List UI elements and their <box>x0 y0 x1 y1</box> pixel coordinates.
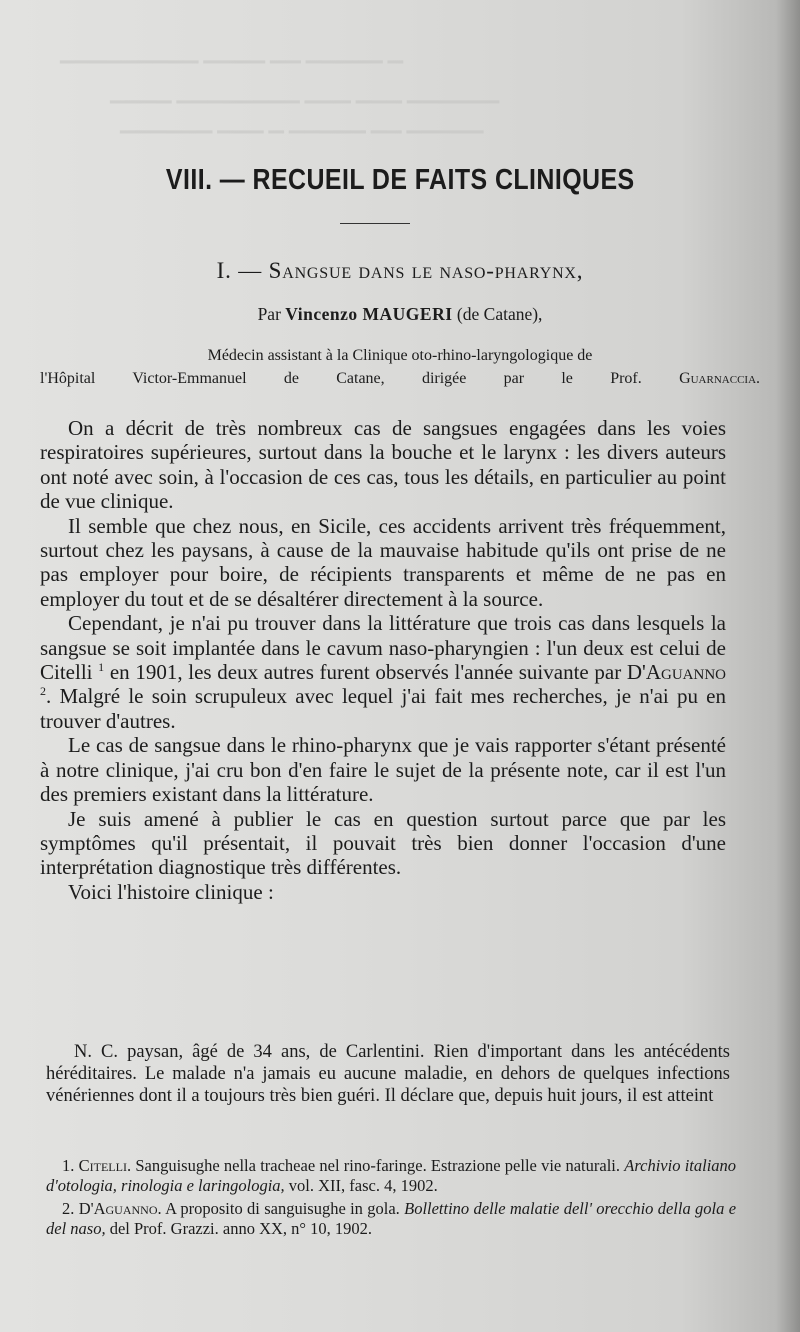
author-prefix: Par <box>257 304 281 324</box>
article-title <box>0 258 800 284</box>
author-line <box>0 304 800 325</box>
footnote-2-title: A proposito di sanguisughe in gola. <box>165 1199 400 1218</box>
bleed-through-texture: ▔ ▔▔▔▔▔ ▔▔ ▔▔▔▔ ▔▔▔▔▔▔▔▔▔ <box>60 62 403 84</box>
article-body <box>40 416 726 904</box>
footnote-1 <box>46 1156 736 1195</box>
affiliation-line-1: Médecin assistant à la Clinique oto-rhino-laryngologique de <box>207 347 593 364</box>
cited-author-daguanno: D'Aguanno <box>626 660 727 685</box>
paragraph-3-part-b: en 1901, les deux autres furent observés l'année suivante par <box>109 660 622 685</box>
section-title: VIII. — RECUEIL DE FAITS CLINIQUES <box>165 164 635 196</box>
article-title-rest: dans le naso-pharynx, <box>358 258 584 283</box>
author-name: Vincenzo MAUGERI <box>285 304 453 324</box>
footnote-2-reference: del Prof. Grazzi. anno XX, n° 10, 1902. <box>109 1218 373 1238</box>
title-divider <box>340 223 410 224</box>
article-dash: — <box>238 258 263 283</box>
author-affiliation <box>40 344 760 390</box>
footnote-1-journal: Archivio italiano d'otologia, rinologia e laringologia, <box>46 1156 737 1195</box>
paragraph-2: Il semble que chez nous, en Sicile, ces accidents arrivent très fréquemment, surtout chez les paysans, à cause de la mauvaise habitude qu'ils ont prise de ne pas employer pour boire, de récipients transparents et même de ne pas en employer du tout et de se désaltérer directement à la source. <box>40 513 726 611</box>
article-number: I. <box>216 258 232 283</box>
bleed-through-texture: ▔▔▔▔▔ ▔▔ ▔▔▔▔▔ ▔ ▔▔▔ ▔▔▔▔▔▔ <box>120 132 484 154</box>
affiliation-line-2-text: l'Hôpital Victor-Emmanuel de Catane, dirigée par le Prof. <box>40 370 642 387</box>
paragraph-3-part-a: Cependant, je n'ai pu trouver dans la littérature que trois cas dans lesquels la sangsue se soit implantée dans le cavum naso-pharyngien : l'un deux est celui de Citelli <box>40 611 726 685</box>
affiliation-director-name: Guarnaccia. <box>679 370 761 387</box>
footnotes <box>46 1156 736 1242</box>
footnote-1-title: Sanguisughe nella tracheae nel rino-faringe. Estrazione pelle vie naturali. <box>135 1156 621 1175</box>
footnote-1-number: 1. <box>62 1156 75 1175</box>
paragraph-5: Je suis amené à publier le cas en question surtout parce que par les symptômes qu'il présentait, il pouvait très bien donner l'occasion d'une interprétation diagnostique très différentes. <box>40 806 726 880</box>
affiliation-line-2 <box>40 367 760 390</box>
footnote-2-number: 2. <box>62 1199 75 1218</box>
article-title-first: Sangsue <box>268 258 352 283</box>
footnote-ref-1: 1 <box>98 660 105 675</box>
bleed-through-texture: ▔▔▔▔▔▔ ▔▔▔ ▔▔▔ ▔▔▔▔▔▔▔▔ ▔▔▔▔ <box>110 102 500 124</box>
footnote-2 <box>46 1199 736 1238</box>
case-history: N. C. paysan, âgé de 34 ans, de Carlentini. Rien d'important dans les antécédents héréditaires. Le malade n'a jamais eu aucune maladie, en dehors de quelques infections vénériennes dont il a toujours très bien guéri. Il déclare que, depuis huit jours, il est atteint <box>46 1042 730 1106</box>
paragraph-3-part-c: . Malgré le soin scrupuleux avec lequel j'ai fait mes recherches, je n'ai pu en trouver d'autres. <box>40 684 726 733</box>
paragraph-6: Voici l'histoire clinique : <box>68 879 274 904</box>
footnote-2-journal: Bollettino delle malatie dell' orecchio della gola e del naso, <box>46 1199 737 1238</box>
paragraph-4: Le cas de sangsue dans le rhino-pharynx que je vais rapporter s'étant présenté à notre clinique, j'ai cru bon d'en faire le sujet de la présente note, car il est l'un des premiers existant dans la littérature. <box>40 733 726 807</box>
footnote-1-reference: vol. XII, fasc. 4, 1902. <box>288 1175 438 1195</box>
footnote-1-author: Citelli. <box>78 1156 132 1175</box>
footnote-ref-2: 2 <box>40 684 46 699</box>
footnote-2-author: D'Aguanno. <box>78 1199 162 1218</box>
paragraph-1: On a décrit de très nombreux cas de sangsues engagées dans les voies respiratoires supérieures, surtout dans la bouche et le larynx : les divers auteurs ont noté avec soin, à l'occasion de ces cas, tous les détails, en particulier au point de vue clinique. <box>40 416 726 514</box>
author-suffix: (de Catane), <box>456 304 543 324</box>
paragraph-3 <box>40 611 726 733</box>
